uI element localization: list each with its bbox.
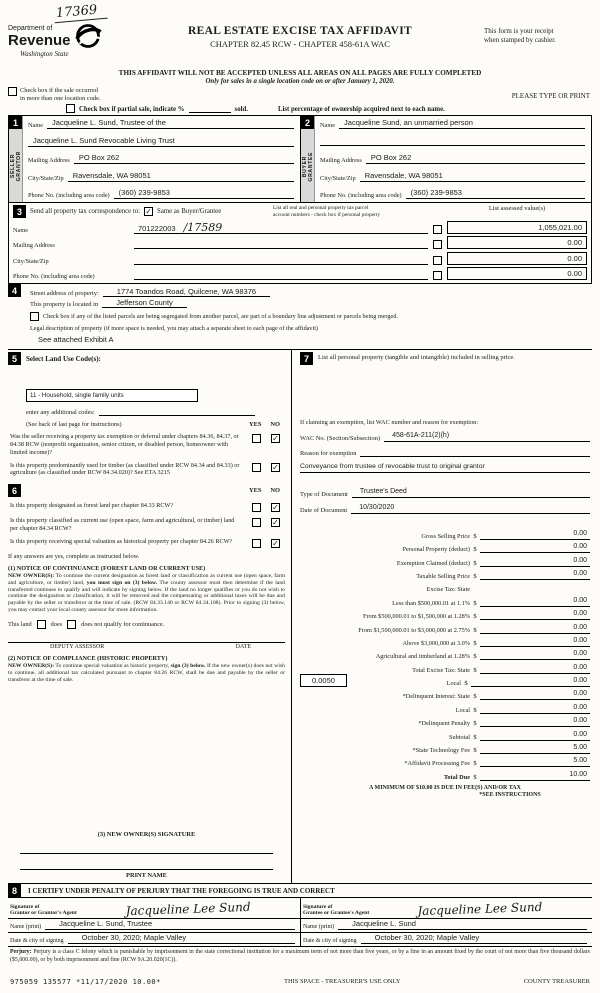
corr-mailing-label: Mailing Address [13, 242, 55, 250]
grantor-name-cell [8, 919, 300, 932]
no-header: NO [270, 421, 280, 429]
money-row-personal [300, 540, 590, 553]
personal-property-checkbox-1[interactable] [433, 225, 442, 234]
section-8-number: 8 [8, 884, 21, 897]
personal-property-deduct-field[interactable]: 0.00 [480, 542, 590, 553]
parcel-number-field[interactable] [134, 238, 428, 249]
grantor-signature-cell [8, 898, 300, 917]
new-owner-signature-line[interactable] [20, 853, 273, 854]
must-sign-bold: you must sign on (3) below. [86, 579, 158, 586]
exemption-claimed-field[interactable]: 0.00 [480, 556, 590, 567]
buyer-csz-field[interactable]: Ravensdale, WA 98051 [360, 171, 585, 182]
certify-header [8, 884, 592, 897]
bracket-1-field[interactable]: 0.00 [480, 596, 590, 607]
if-yes-note: If any answers are yes, complete as instructed below. [8, 552, 140, 560]
delinquent-interest-state-field[interactable]: 0.00 [480, 689, 590, 700]
excise-tax-state-label: Excise Tax: State [426, 586, 470, 594]
bracket-2-label: From $500,000.01 to $1,500,000 at 1.28% [362, 613, 470, 621]
seller-mailing-label: Mailing Address [28, 157, 70, 165]
historic-yes-checkbox[interactable] [252, 539, 261, 548]
parcel-header-line2: account numbers - check box if personal property [273, 211, 381, 218]
historic-property-question: Is this property receiving special valuation as historical property per chapter 84.26 RCW? [10, 537, 233, 545]
partial-sale-label: Check box if partial sale, indicate % [79, 106, 185, 114]
buyer-phone-label: Phone No. (including area code) [320, 192, 402, 200]
seller-name-field[interactable]: Jacqueline L. Sund, Trustee of the [47, 118, 294, 129]
bracket-3-label: From $1,500,000.01 to $3,000,000 at 2.75% [358, 626, 470, 634]
same-as-buyer-checkbox[interactable]: ✓ [145, 207, 152, 217]
question-row [8, 517, 285, 533]
seller-vertical-label: SELLER [9, 154, 16, 179]
personal-property-checkbox-4[interactable] [433, 271, 442, 280]
state-technology-fee-label: *State Technology Fee [412, 747, 470, 755]
parcel-number-field[interactable] [134, 269, 428, 280]
chapter-subtitle: CHAPTER 82.45 RCW - CHAPTER 458-61A WAC [210, 39, 390, 49]
money-row-total-due [300, 767, 590, 780]
deputy-assessor-label: DEPUTY ASSESSOR [50, 644, 105, 651]
date-city-label: Date & city of signing [303, 938, 357, 945]
print-name-line[interactable] [20, 869, 273, 870]
dollar-sign: $ [473, 747, 477, 755]
additional-codes-row [26, 407, 255, 416]
parcel-header-line1: List all real and personal property tax parcel [273, 205, 369, 212]
seller-mailing-field[interactable]: PO Box 262 [74, 153, 294, 164]
warning-line: THIS AFFIDAVIT WILL NOT BE ACCEPTED UNLESS ALL AREAS ON ALL PAGES ARE FULLY COMPLETED [118, 69, 482, 77]
grantee-printed-name-field[interactable]: Jacqueline L. Sund [338, 919, 587, 930]
dollar-sign: $ [473, 693, 477, 701]
dollar-sign: $ [473, 599, 477, 607]
form-title: REAL ESTATE EXCISE TAX AFFIDAVIT [188, 25, 412, 37]
notice1-text-2: The county assessor must then determine if the land transferred continues to qualify and will indicate by signing below. If the land no longer qualifies or you do not wish to continue the designation or classification, it will be removed and the compensating or additional taxes will be due and payable by the seller or transferor at the time of sale. (RCW 84.33.140 or RCW 84.34.108). Prior to signing (3) below, you may contact your local county assessor for more information. [8, 579, 286, 614]
money-row-gross [300, 526, 590, 539]
partial-sale-checkbox[interactable] [66, 104, 75, 113]
delinquent-interest-local-field[interactable]: 0.00 [480, 703, 590, 714]
does-not-label: does not qualify for continuance. [81, 621, 165, 629]
q2-yes-checkbox[interactable] [252, 463, 261, 472]
reason-field-line2[interactable]: Conveyance from trustee of revocable trust to original grantor [300, 462, 590, 473]
affidavit-processing-fee-field[interactable]: 5.00 [480, 756, 590, 767]
additional-codes-label: enter any additional codes: [26, 409, 95, 417]
corr-name-label: Name [13, 226, 29, 234]
taxable-selling-price-field[interactable]: 0.00 [480, 569, 590, 580]
send-correspondence-label: Send all property tax correspondence to: [30, 208, 141, 216]
minimum-due-note: A MINIMUM OF $10.00 IS DUE IN FEE(S) AND/OR TAX [369, 784, 521, 791]
land-use-code-select[interactable]: 11 - Household, single family units [26, 389, 198, 402]
q1-no-checkbox[interactable]: ✓ [272, 434, 279, 444]
section-2-number: 2 [301, 116, 314, 129]
section-1-number: 1 [9, 116, 22, 129]
type-of-document-label: Type of Document [300, 491, 348, 499]
dollar-sign: $ [473, 532, 477, 540]
money-row-delinquent-penalty [300, 714, 590, 727]
this-land-label: This land [8, 621, 32, 629]
dollar-sign: $ [464, 680, 468, 688]
assessed-value-field-2[interactable]: 0.00 [447, 236, 587, 249]
grantee-name-cell [300, 919, 592, 932]
certify-statement: I CERTIFY UNDER PENALTY OF PERJURY THAT THE FOREGOING IS TRUE AND CORRECT [28, 886, 335, 895]
assessed-values-header: List assessed value(s) [488, 205, 546, 213]
section-5-number: 5 [8, 352, 21, 365]
total-excise-state-field[interactable]: 0.00 [480, 663, 590, 674]
county-treasurer-label: COUNTY TREASURER [523, 978, 590, 986]
multi-location-label [20, 87, 101, 102]
header-row-2 [8, 87, 592, 102]
grantee-signature-label: Signature of Grantee or Grantee's Agent [303, 903, 370, 916]
document-date-field[interactable]: 10/30/2020 [351, 503, 590, 514]
dollar-sign: $ [473, 666, 477, 674]
buyer-vertical-label: BUYER [301, 155, 308, 177]
receipt-note [484, 27, 592, 45]
segregated-parcels-checkbox[interactable] [30, 312, 39, 321]
located-in-label: This property is located in [30, 301, 99, 309]
state-technology-fee-field[interactable]: 5.00 [480, 743, 590, 754]
excise-tax-state-field [480, 583, 590, 593]
does-label: does [50, 621, 63, 629]
county-field[interactable]: Jefferson County [102, 298, 187, 308]
money-row-bracket3 [300, 620, 590, 633]
yes-header: YES [248, 487, 262, 495]
parcel-number-field[interactable] [134, 254, 428, 265]
parcel-numbers-header [273, 205, 441, 217]
right-column [292, 350, 592, 883]
dollar-sign: $ [473, 559, 477, 567]
yes-header: YES [248, 421, 262, 429]
forest-yes-checkbox[interactable] [252, 503, 261, 512]
legal-description-label: Legal description of property (if more space is needed, you may attach a separate sheet to each page of the affidavit) [30, 325, 318, 333]
sold-label: sold. [234, 106, 248, 114]
notice-compliance-title: (2) NOTICE OF COMPLIANCE (HISTORIC PROPERTY) [8, 655, 168, 663]
buyer-fields [315, 116, 591, 202]
currentuse-no-checkbox[interactable]: ✓ [272, 518, 279, 528]
assessed-value-field-3[interactable]: 0.00 [447, 252, 587, 265]
grantor-printed-name-field[interactable]: Jacqueline L. Sund, Trustee [45, 919, 295, 930]
grantee-vertical-label: GRANTEE [307, 151, 314, 182]
new-owners-bold: NEW OWNER(S): [8, 572, 55, 579]
corr-phone-label: Phone No. (including area code) [13, 273, 95, 281]
parties-section [8, 115, 592, 203]
wac-number-field[interactable]: 458-61A-211(2)(h) [384, 431, 590, 442]
land-use-header-label: Select Land Use Code(s): [26, 354, 101, 363]
new-owner-signature-label: (3) NEW OWNER(S) SIGNATURE [97, 831, 196, 839]
document-type-field[interactable]: Trustee's Deed [352, 487, 590, 498]
dor-logo [8, 25, 102, 58]
local-tax-label: Local [446, 680, 461, 688]
bracket-4-label: Above $3,000,000 at 3.0% [402, 639, 470, 647]
does-not-checkbox[interactable] [67, 620, 76, 629]
money-row-delinquent-interest-state [300, 687, 590, 700]
buyer-phone-field[interactable]: (360) 239-9853 [406, 188, 585, 199]
buyer-mailing-label: Mailing Address [320, 156, 362, 164]
total-excise-state-label: Total Excise Tax: State [412, 666, 470, 674]
exemption-note: If claiming an exemption, list WAC number and reason for exemption: [300, 419, 479, 427]
money-row-total-state [300, 660, 590, 673]
handwritten-reference-number: 17369 [53, 2, 108, 24]
money-row-taxable [300, 567, 590, 580]
department-of-label: Department of [8, 25, 53, 32]
personal-property-label: List all personal property (tangible and intangible) included in selling price. [318, 354, 515, 362]
printed-names-row [8, 918, 592, 932]
date-city-label: Date & city of signing [10, 938, 64, 945]
subtotal-label: Subtotal [449, 733, 470, 741]
dollar-sign: $ [473, 773, 477, 781]
question-row [8, 462, 285, 478]
dollar-sign: $ [473, 572, 477, 580]
deputy-assessor-signature-line[interactable] [8, 642, 285, 643]
parcel-row [13, 252, 587, 265]
does-checkbox[interactable] [37, 620, 46, 629]
assessed-value-field-4[interactable]: 0.00 [447, 267, 587, 280]
buyer-name-field-line2[interactable] [320, 136, 585, 146]
additional-codes-field[interactable] [99, 407, 255, 416]
revenue-swirl-icon [74, 22, 102, 50]
personal-property-checkbox-3[interactable] [433, 256, 442, 265]
grantee-date-city-field[interactable]: October 30, 2020; Maple Valley [361, 933, 587, 944]
wac-row [300, 431, 590, 442]
perjury-text: Perjury is a class C felony which is punishable by imprisonment in the state correctional institution for a maximum term of not more than five years, or by a fine in an amount fixed by the court of not more than five thousand dollars ($5,000.00), or by both imprisonment and fine (RCW 9A.20.020(1C)). [10, 949, 590, 963]
dollar-sign: $ [473, 613, 477, 621]
money-row-delinquent-interest-local [300, 700, 590, 713]
multi-location-label-line2: in more than one location code. [20, 94, 101, 102]
new-owners-bold-2: NEW OWNER(S): [8, 663, 54, 670]
section-7-number: 7 [300, 352, 313, 365]
question-row [8, 502, 285, 512]
ownership-percentage-note: List percentage of ownership acquired next to each name. [277, 106, 445, 114]
reason-label: Reason for exemption [300, 450, 357, 458]
parcel-handwritten-number: /17589 [183, 220, 223, 234]
corr-csz-label: City/State/Zip [13, 257, 49, 265]
partial-sale-percent-field[interactable] [189, 105, 231, 113]
date-of-document-label: Date of Document [300, 507, 348, 515]
date-label: DATE [235, 644, 251, 651]
seller-name-field-line2[interactable]: Jacqueline L. Sund Revocable Living Trust [28, 136, 294, 147]
grantee-signature-cell [300, 898, 592, 917]
dollar-sign: $ [473, 733, 477, 741]
middle-grid [8, 349, 592, 883]
seller-name-label: Name [28, 122, 44, 130]
total-due-label: Total Due [443, 773, 470, 781]
see-back-label: (See back of last page for instructions) [26, 421, 122, 429]
section-3-number: 3 [13, 205, 26, 218]
section-6-header [8, 484, 285, 497]
affidavit-processing-fee-label: *Affidavit Processing Fee [404, 760, 470, 768]
agricultural-field[interactable]: 0.00 [480, 649, 590, 660]
delinquent-interest-state-label: *Delinquent Interest: State [402, 693, 470, 701]
wac-label: WAC No. (Section/Subsection) [300, 435, 381, 443]
buyer-grantee-section [300, 116, 591, 202]
form-header [8, 3, 592, 69]
cashier-stamp: 975059 135577 *11/17/2020 10.00* [10, 977, 161, 986]
exemption-claimed-label: Exemption Claimed (deduct) [396, 559, 470, 567]
same-as-buyer-label: Same as Buyer/Grantee [157, 208, 222, 216]
money-row-bracket2 [300, 607, 590, 620]
dollar-sign: $ [473, 626, 477, 634]
single-location-note: Only for sales in a single location code on or after January 1, 2020. [205, 78, 395, 85]
seller-grantor-section [9, 116, 300, 202]
partial-sale-row [8, 104, 592, 113]
money-row-subtotal [300, 727, 590, 740]
notice-continuance-body [8, 573, 285, 615]
money-row-exemption [300, 553, 590, 566]
revenue-label: Revenue [8, 32, 71, 49]
dor-logo-text [8, 25, 71, 58]
parcel-row [13, 236, 587, 249]
land-qualify-row [8, 620, 285, 629]
date-city-row [8, 932, 592, 947]
parcel-row [13, 267, 587, 280]
reason-field-line1[interactable] [360, 447, 590, 457]
left-column [8, 350, 292, 883]
excise-tax-table [300, 526, 590, 780]
delinquent-penalty-label: *Delinquent Penalty [418, 720, 470, 728]
taxable-selling-price-label: Taxable Selling Price [416, 572, 470, 580]
property-address-section [8, 284, 592, 349]
money-row-bracket4 [300, 634, 590, 647]
bracket-3-field[interactable]: 0.00 [480, 623, 590, 634]
dollar-sign: $ [473, 639, 477, 647]
delinquent-penalty-field[interactable]: 0.00 [480, 716, 590, 727]
see-instructions-note: *SEE INSTRUCTIONS [479, 791, 541, 798]
notice2-text-1: To continue special valuation as historic property, [55, 663, 170, 670]
bracket-4-field[interactable]: 0.00 [480, 636, 590, 647]
multi-location-field [8, 87, 101, 102]
washington-state-label: Washington State [20, 50, 69, 58]
delinquent-interest-local-label: Local [455, 706, 470, 714]
receipt-note-line1: This form is your receipt [484, 27, 554, 35]
treasurer-space-label: THIS SPACE - TREASURER'S USE ONLY [283, 978, 401, 986]
name-print-label: Name (print) [303, 923, 335, 930]
dollar-sign: $ [473, 760, 477, 768]
dollar-sign: $ [473, 546, 477, 554]
buyer-name-field[interactable]: Jacqueline Sund, an unmarried person [339, 118, 585, 129]
section-3-headers [13, 205, 587, 218]
dollar-sign: $ [473, 720, 477, 728]
seller-phone-field[interactable]: (360) 239-9853 [114, 188, 294, 199]
historic-no-checkbox[interactable]: ✓ [272, 538, 279, 548]
currentuse-yes-checkbox[interactable] [252, 518, 261, 527]
reason-row [300, 447, 590, 457]
gross-selling-price-label: Gross Selling Price [421, 532, 470, 540]
personal-property-checkbox-2[interactable] [433, 240, 442, 249]
multi-location-label-line1: Check box if the sale occurred [20, 87, 98, 94]
notice-compliance-body [8, 663, 285, 684]
receipt-note-line2: when stamped by cashier. [484, 35, 556, 44]
seller-fields [23, 116, 300, 202]
grantor-date-cell [8, 933, 300, 947]
new-owner-signature-block [8, 831, 285, 879]
buyer-name-label: Name [320, 122, 336, 130]
agricultural-label: Agricultural and timberland at 1.28% [375, 653, 470, 661]
question-row [8, 433, 285, 456]
seller-csz-label: City/State/Zip [28, 174, 64, 182]
notice-continuance-title: (1) NOTICE OF CONTINUANCE (FOREST LAND OR CURRENT USE) [8, 564, 206, 572]
page-footer [8, 970, 592, 993]
parcel-number-field[interactable] [134, 220, 428, 234]
grantor-signature[interactable]: Jacqueline Lee Sund [125, 899, 251, 918]
sign-3-bold: sign (3) below. [170, 663, 206, 670]
local-rate-box[interactable]: 0.0050 [300, 674, 347, 687]
grantor-vertical-label: GRANTOR [15, 151, 22, 182]
please-type-label: PLEASE TYPE OR PRINT [511, 92, 590, 100]
gross-selling-price-field[interactable]: 0.00 [480, 529, 590, 540]
money-row-local [300, 674, 590, 687]
forest-land-question: Is this property designated as forest land per chapter 84.33 RCW? [10, 502, 174, 510]
total-due-field[interactable]: 10.00 [480, 770, 590, 781]
q2-no-checkbox[interactable]: ✓ [272, 462, 279, 472]
dollar-sign: $ [473, 706, 477, 714]
section-4-number: 4 [8, 284, 21, 297]
form-title-block [153, 25, 447, 49]
money-row-excise-state [300, 580, 590, 593]
certification-section [8, 883, 592, 946]
dollar-sign: $ [473, 653, 477, 661]
q1-yes-checkbox[interactable] [252, 434, 261, 443]
document-type-row [300, 487, 590, 498]
bracket-1-label: Less than $500,000.01 at 1.1% [392, 599, 470, 607]
timber-agriculture-question: Is this property predominantly used for timber (as classified under RCW 84.34 and 84.33) or agriculture (as classified under RCW 84.34.020)? See ETA 3215 [10, 461, 240, 477]
buyer-mailing-field[interactable]: PO Box 262 [366, 153, 585, 164]
money-row-processing-fee [300, 754, 590, 767]
no-header: NO [270, 487, 280, 495]
grantor-date-city-field[interactable]: October 30, 2020; Maple Valley [68, 933, 295, 944]
buyer-csz-label: City/State/Zip [320, 174, 356, 182]
current-use-question: Is this property classified as current use (open space, farm and agricultural, or timber) land per chapter 84.34 RCW? [10, 517, 235, 532]
street-address-label: Street address of property: [30, 290, 99, 298]
money-row-bracket1 [300, 593, 590, 606]
name-print-label: Name (print) [10, 923, 42, 930]
assessed-value-field-1[interactable]: 1,055,021.00 [447, 221, 587, 234]
personal-property-deduct-label: Personal Property (deduct) [402, 546, 470, 554]
local-tax-field[interactable]: 0.00 [471, 676, 590, 687]
subtotal-field[interactable]: 0.00 [480, 730, 590, 741]
section-6-number: 6 [8, 484, 21, 497]
personal-property-header [300, 352, 590, 365]
tax-correspondence-section [8, 203, 592, 284]
parcel-number-value: 701222003 [138, 223, 176, 233]
send-correspondence-row [13, 205, 267, 218]
grantee-date-cell [300, 933, 592, 947]
seller-csz-field[interactable]: Ravensdale, WA 98051 [68, 171, 294, 182]
notice1-text-1: To continue the current designation as forest land or classification as current use (open space, farm and agriculture, or timber) land, [8, 572, 285, 586]
money-row-tech-fee [300, 741, 590, 754]
question-row [8, 538, 285, 548]
forest-no-checkbox[interactable]: ✓ [272, 503, 279, 513]
perjury-bold: Perjury: [10, 949, 32, 956]
grantee-signature[interactable]: Jacqueline Lee Sund [417, 899, 543, 918]
signatures-row [8, 897, 592, 917]
perjury-notice [8, 946, 592, 970]
exemption-deferral-question: Was the seller receiving a property tax exemption or deferral under chapters 84.36, 84.37, or 84.38 RCW (nonprofit organization, senior citizen, or disabled person, homeowner with limited income)? [10, 433, 239, 456]
parcel-row [13, 221, 587, 234]
legal-description-value[interactable]: See attached Exhibit A [38, 335, 114, 345]
document-date-row [300, 503, 590, 514]
land-use-section-header [8, 352, 285, 365]
multi-location-checkbox[interactable] [8, 87, 17, 96]
deputy-assessor-row [8, 644, 285, 650]
segregated-parcels-label: Check box if any of the listed parcels are being segregated from another parcel, are part of a boundary line adjustment or parcels being merged. [43, 313, 398, 321]
seller-phone-label: Phone No. (including area code) [28, 192, 110, 200]
grantor-signature-label: Signature of Grantor or Grantor's Agent [10, 903, 77, 916]
street-address-field[interactable]: 1774 Toandos Road, Quilcene, WA 98376 [103, 287, 270, 297]
see-back-row [8, 421, 285, 428]
bracket-2-field[interactable]: 0.00 [480, 609, 590, 620]
notice2-text-2: If the new owner(s) does not wish to continue, all additional tax calculated pursuant to chapter 84.26 RCW, shall be due and payable by the seller or transferor at the time of sale. [8, 663, 286, 684]
money-row-agricultural [300, 647, 590, 660]
print-name-label: PRINT NAME [126, 872, 167, 880]
